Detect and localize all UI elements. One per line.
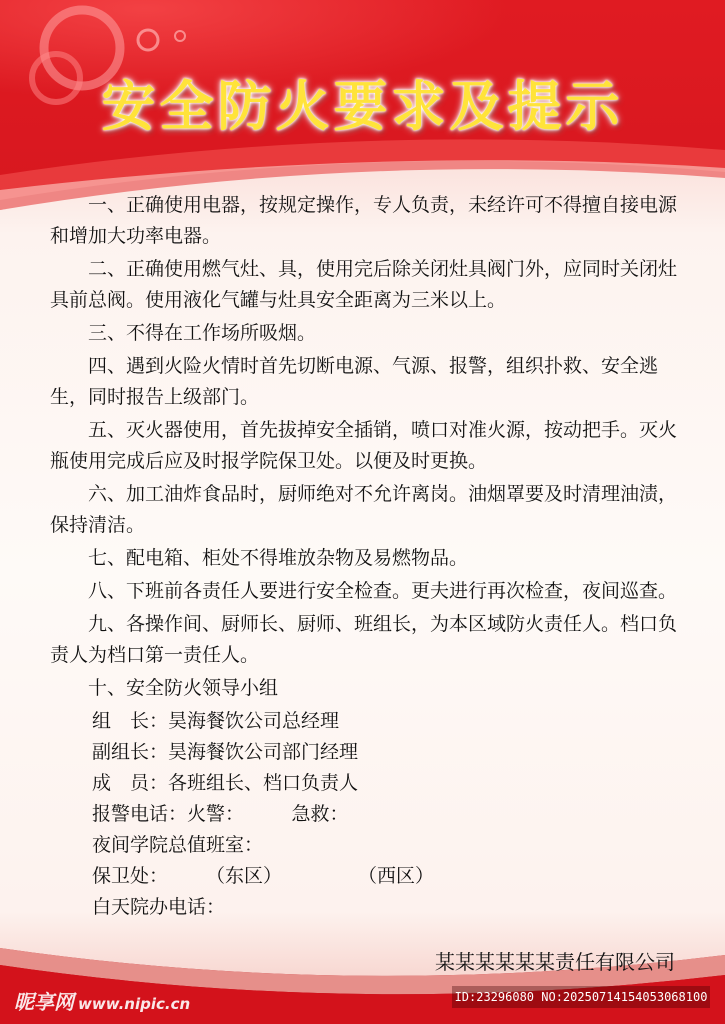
- rule-paragraph: 三、不得在工作场所吸烟。: [88, 322, 317, 344]
- rule-paragraph: 五、灭火器使用，首先拔掉安全插销，喷口对准火源，按动把手。灭火瓶使用完成后应及时报学院保卫处。以便及时更换。: [50, 419, 678, 472]
- alarm-phone-line: 报警电话：火警： 急救：: [92, 803, 349, 825]
- watermark-logo: [14, 986, 190, 1015]
- watermark-id: ID:23296080 NO:20250714154053068100: [452, 986, 710, 1008]
- rules-content: [50, 190, 680, 923]
- night-duty-line: 夜间学院总值班室：: [92, 834, 264, 856]
- rule-paragraph: 一、正确使用电器，按规定操作，专人负责，未经许可不得擅自接电源和增加大功率电器。: [50, 194, 678, 247]
- company-name: 某某某某某某责任有限公司: [435, 950, 675, 974]
- daytime-office-phone-line: 白天院办电话：: [92, 896, 226, 918]
- rule-paragraph: 九、各操作间、厨师长、厨师、班组长，为本区域防火责任人。档口负责人为档口第一责任人。: [50, 613, 678, 666]
- rule-paragraph: 二、正确使用燃气灶、具，使用完后除关闭灶具阀门外，应同时关闭灶具前总阀。使用液化气罐与灶具安全距离为三米以上。: [50, 258, 678, 311]
- members-line: 成 员：各班组长、档口负责人: [92, 772, 359, 794]
- leader-line: 组 长：昊海餐饮公司总经理: [92, 710, 340, 732]
- rule-paragraph: 四、遇到火险火情时首先切断电源、气源、报警，组织扑救、安全逃生，同时报告上级部门。: [50, 355, 659, 408]
- poster-title: 安全防火要求及提示: [101, 75, 624, 138]
- deputy-leader-line: 副组长：昊海餐饮公司部门经理: [92, 741, 359, 763]
- watermark-site: www.nipic.cn: [78, 995, 191, 1013]
- rule-paragraph: 八、下班前各责任人要进行安全检查。更夫进行再次检查，夜间巡查。: [88, 580, 678, 602]
- watermark-logo-text: 昵享网: [14, 990, 74, 1014]
- rule-paragraph: 七、配电箱、柜处不得堆放杂物及易燃物品。: [88, 547, 469, 569]
- security-office-line: 保卫处： （东区） （西区）: [92, 865, 435, 887]
- rule-paragraph: 十、安全防火领导小组: [88, 677, 279, 699]
- rule-paragraph: 六、加工油炸食品时，厨师绝对不允许离岗。油烟罩要及时清理油渍，保持清洁。: [50, 483, 678, 536]
